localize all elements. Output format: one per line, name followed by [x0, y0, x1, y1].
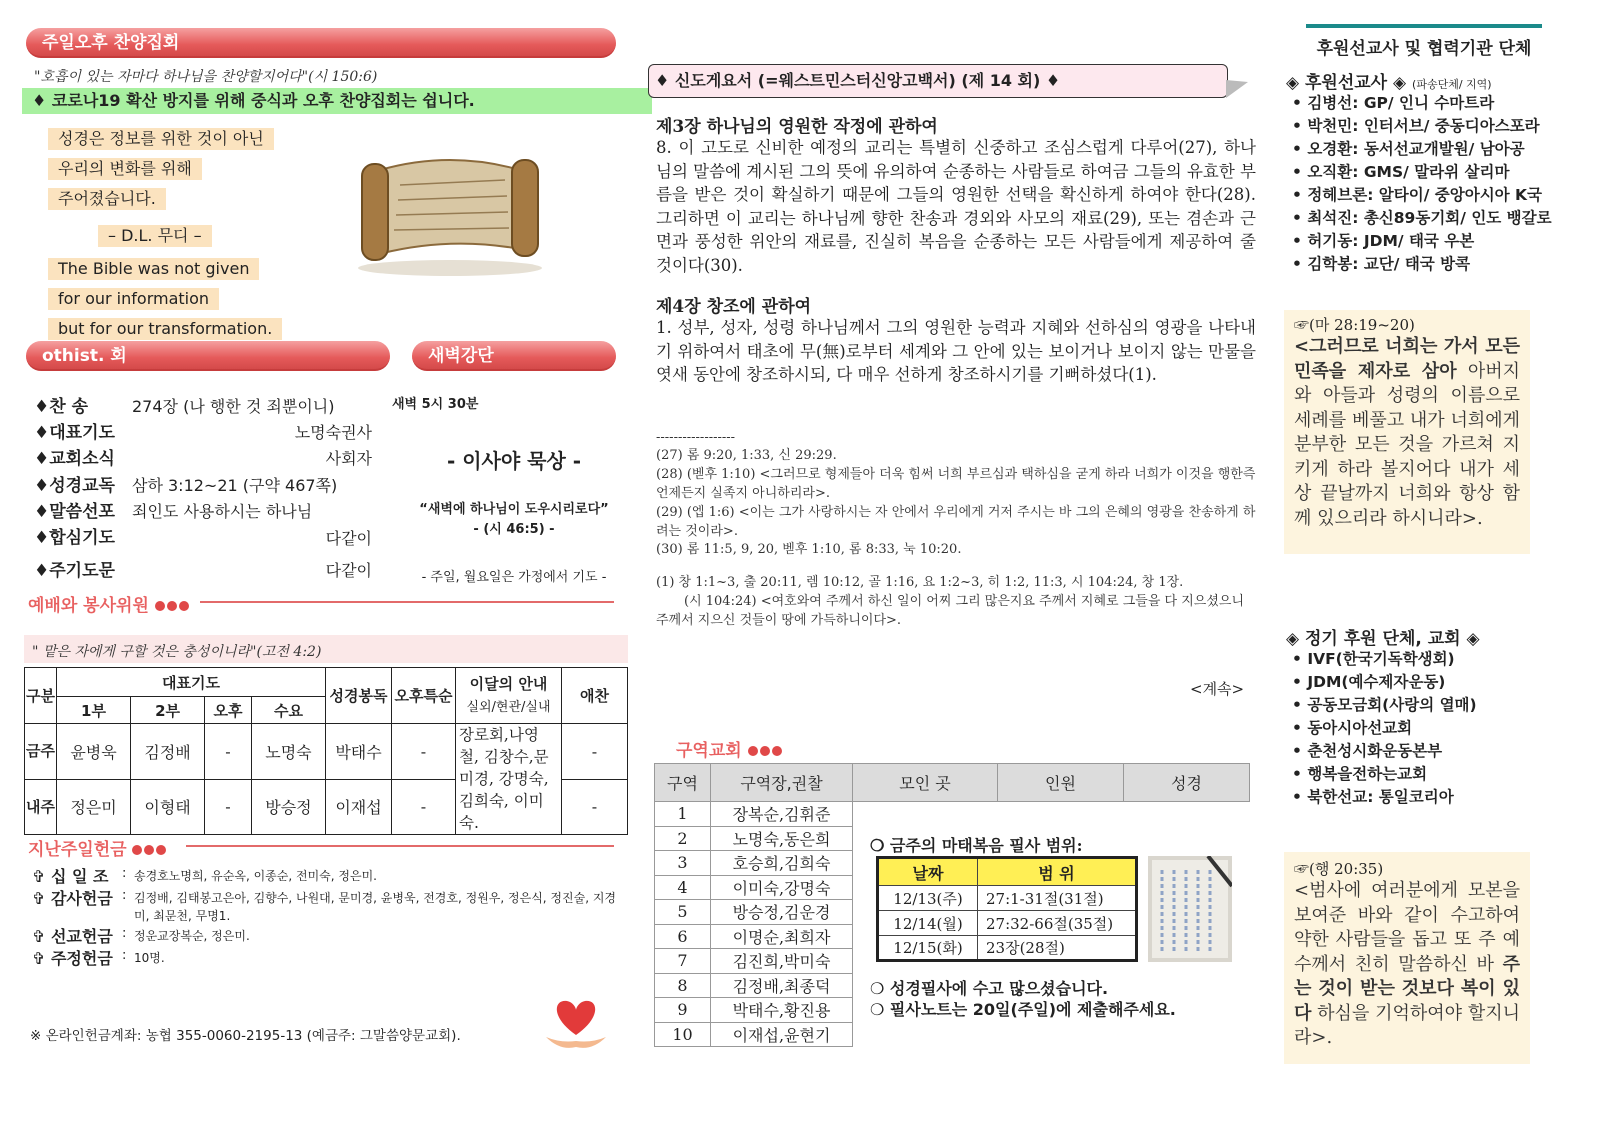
table-row: 1 장복순,김휘준 [655, 802, 1250, 827]
moody-en-2: for our information [48, 288, 219, 310]
list-item: • 오직환: GMS/ 말라위 살리마 [1292, 163, 1510, 181]
missionary-list [1292, 92, 1552, 276]
order-right-prayer: 노명숙권사 [294, 423, 372, 442]
order-label-sermon: ♦말씀선포 [34, 502, 115, 522]
guide-names: 장로회,나영철, 김창수,문미경, 강명숙,김희숙, 이미숙. [456, 724, 562, 835]
table-row: 12/14(월) 27:32-66절(35절) [878, 911, 1137, 936]
right-header-bar [1306, 24, 1542, 28]
right-header: 후원선교사 및 협력기관 단체 [1316, 39, 1532, 59]
table-row: 8 김정배,최종덕 [655, 973, 1250, 998]
list-item: • 김병선: GP/ 인니 수마트라 [1292, 94, 1495, 112]
order-right-unison: 다같이 [325, 529, 372, 548]
copy-range-table: 날짜 범 위 12/13(주) 27:1-31절(31절) 12/14(월) 27:32-66절(35절) 12/15(화) 23장(28절) [876, 856, 1138, 962]
dawn-time: 새벽 5시 30분 [392, 397, 479, 412]
table-row: 6 이명순,최희자 [655, 924, 1250, 949]
offering-label-thanks: ✞ 감사헌금 [32, 889, 113, 908]
moody-en-1: The Bible was not given [48, 258, 259, 280]
moody-line-3: 주어졌습니다. [48, 188, 166, 210]
order-value-hymn: 274장 (나 행한 것 죄뿐이니) [132, 397, 335, 416]
footnote-28: (28) (벧후 1:10) <그러므로 형제들아 더욱 힘써 너희 부르심과 택하심을 굳게 하라 너희가 이것을 행한즉 언제든지 실족지 아니하리라>. [656, 467, 1256, 501]
footnote-1: (1) 창 1:1~3, 출 20:11, 렘 10:12, 골 1:16, 요 1:2~3, 히 1:2, 11:3, 시 104:24, 창 1장. [656, 575, 1184, 590]
colon-3: : [122, 926, 127, 941]
table-row: 3 호승희,김희숙 [655, 851, 1250, 876]
verse-box-1: ☞(마 28:19~20) <그러므로 너희는 가서 모든 민족을 제자로 삼아 아버지와 아들과 성령의 이름으로 세례를 베풀고 내가 너희에게 분부한 모든 것을 가르쳐 지키게 하라 볼지어다 내가 세상 끝날까지 너희와 항상 함께 있으리라 하시니라>. [1284, 310, 1530, 554]
offering-label-mission: ✞ 선교헌금 [32, 927, 113, 946]
confession-title: ♦ 신도게요서 (=웨스트민스터신앙고백서) (제 14 회) ♦ [648, 64, 1228, 98]
th-afternoon: 오후특순 [392, 668, 456, 724]
list-item: • 오경환: 동서선교개발원/ 남아공 [1292, 140, 1525, 158]
order-label-hymn: ♦찬 송 [34, 397, 89, 417]
org-list [1292, 648, 1477, 809]
moody-line-1: 성경은 정보를 위한 것이 아닌 [48, 128, 274, 150]
service-table [24, 667, 628, 835]
order-label-lords-prayer: ♦주기도문 [34, 561, 115, 581]
colon-4: : [122, 948, 127, 963]
th-sub-4: 수요 [251, 697, 325, 724]
offering-names-thanks: 김정배, 김태봉고은아, 김향수, 나원대, 문미경, 윤병욱, 전경호, 정원우, 정은식, 정진술, 지경미, 최문천, 무명1. [134, 891, 617, 923]
order-value-reading: 삼하 3:12~21 (구약 467쪽) [132, 476, 338, 495]
footnote-29: (29) (엡 1:6) <이는 그가 사랑하시는 자 안에서 우리에게 거저 주시는 바 그의 은혜의 영광을 찬송하게 하려는 것이라>. [656, 505, 1256, 539]
section-header-dawn: 새벽강단 [412, 341, 616, 371]
covid-notice: ♦ 코로나19 확산 방지를 위해 중식과 오후 찬양집회는 쉽니다. [22, 88, 652, 114]
dawn-note: - 주일, 월요일은 가정에서 기도 - [421, 570, 607, 585]
org-title: ◈ 정기 후원 단체, 교회 ◈ [1286, 629, 1480, 649]
order-value-sermon: 죄인도 사용하시는 하나님 [132, 502, 313, 521]
th-gubun: 구분 [25, 668, 57, 724]
th-sub-2: 2부 [131, 697, 205, 724]
dawn-verse: “새벽에 하나님이 도우시리로다” [419, 502, 609, 517]
list-item: • 북한선교: 통일코리아 [1292, 788, 1454, 806]
section-header-afternoon-praise: 주일오후 찬양집회 [26, 28, 616, 58]
list-item: • 춘천성시화운동본부 [1292, 742, 1443, 760]
continued-label: <계속> [1190, 680, 1245, 698]
order-label-reading: ♦성경교독 [34, 476, 115, 496]
th-sub-1: 1부 [57, 697, 131, 724]
order-label-news: ♦교회소식 [34, 449, 115, 469]
footnote-rule: ------------------ [656, 430, 736, 445]
verse-box-2: ☞(행 20:35) <범사에 여러분에게 모본을 보여준 바와 같이 수고하여 약한 사람들을 돕고 또 주 예수께서 친히 말씀하신 바 주는 것이 받는 것보다 복이 있다 하심을 기억하여야 할지니라>. [1284, 852, 1530, 1064]
parish-title: 구역교회 [676, 736, 784, 761]
list-item: • IVF(한국기독학생회) [1292, 650, 1455, 668]
service-quote: " 맡은 자에게 구할 것은 충성이니라"(고전 4:2) [24, 635, 628, 663]
moody-line-2: 우리의 변화를 위해 [48, 158, 202, 180]
dawn-verse-ref: - (시 46:5) - [473, 522, 555, 537]
list-item: • 정헤브론: 알타이/ 중앙아시아 K국 [1292, 186, 1543, 204]
list-item: • 최석진: 총신89동기회/ 인도 뱅갈로 [1292, 209, 1552, 227]
footnote-30: (30) 롬 11:5, 9, 20, 벧후 1:10, 롬 8:33, 눅 10:20. [656, 542, 962, 557]
service-divider [200, 601, 614, 603]
th-prayer: 대표기도 [57, 668, 326, 697]
table-row: 12/13(주) 27:1-31절(31절) [878, 886, 1137, 911]
offering-label-tithe: ✞ 십 일 조 [32, 867, 109, 886]
dawn-title: - 이사야 묵상 - [446, 449, 582, 473]
table-row: 10 이재섭,윤현기 [655, 1022, 1250, 1047]
table-row: 7 김진희,박미숙 [655, 949, 1250, 974]
offering-label-weekly: ✞ 주정헌금 [32, 949, 113, 968]
list-item: • 동아시아선교회 [1292, 719, 1413, 737]
footnote-1b: (시 104:24) <여호와여 주께서 하신 일이 어찌 그리 많은지요 주께서 지혜로 그들을 다 지으셨으니 주께서 지으신 것들이 땅에 가득하니이다>. [656, 594, 1245, 628]
list-item: • JDM(예수제자운동) [1292, 673, 1446, 691]
chapter4-title: 제4장 창조에 관하여 [656, 297, 812, 317]
list-item: • 공동모금회(사랑의 열매) [1292, 696, 1477, 714]
th-choir: 애찬 [562, 668, 628, 724]
parish-table: 구역 구역장,권찰 모인 곳 인원 성경 1 장복순,김휘준 2 노명숙,동은희 3 호승희,김희숙 4 이미숙,강명숙 5 방승정,김운경 6 이명순,최희자 7 김진희,박미숙 8 김정배,최종덕 9 박태수,황진용 10 이재섭,윤현기 [654, 763, 1250, 1047]
offering-names-weekly: 10명. [134, 951, 165, 965]
table-row: 내주 정은미 이형태 - 방승정 이재섭 - - [25, 779, 628, 835]
order-right-news: 사회자 [325, 449, 372, 468]
colon-2: : [122, 888, 127, 903]
offering-names-mission: 정운교장복순, 정은미. [134, 929, 250, 943]
th-sub-3: 오후 [205, 697, 252, 724]
order-label-unison: ♦합심기도 [34, 528, 115, 548]
offering-names-tithe: 송경호노명희, 유순옥, 이종순, 전미숙, 정은미. [134, 869, 377, 883]
praise-quote: "호흡이 있는 자마다 하나님을 찬양할지어다"(시 150:6) [34, 69, 378, 85]
copy-note-1: ❍ 성경필사에 수고 많으셨습니다. [870, 979, 1109, 998]
footnote-27: (27) 롬 9:20, 1:33, 신 29:29. [656, 448, 837, 463]
table-row: 2 노명숙,동은희 [655, 826, 1250, 851]
colon-1: : [122, 866, 127, 881]
list-item: • 박천민: 인터서브/ 중동디아스포라 [1292, 117, 1540, 135]
chapter3-body: 8. 이 고도로 신비한 예정의 교리는 특별히 신중하고 조심스럽게 다루어(27), 하나님의 말씀에 계시된 그의 뜻에 유의하여 순종하는 사람들로 하여금 그들의 유효한 부름을 받은 것이 확실하기 때문에 그들의 영원한 선택을 확신하게 하여야 한다(28). 그리하면 이 교리는 하나님께 향한 찬송과 경외와 사모의 재료(29), 또는 겸손과 근면과 풍성한 위안의 재료를, 진실히 복음을 순종하는 모든 사람들에게 제공하여 줄 것이다(30). [656, 138, 1256, 275]
list-item: • 행복을전하는교회 [1292, 765, 1428, 783]
service-title: 예배와 봉사위원 [28, 591, 191, 616]
list-item: • 허기동: JDM/ 태국 우본 [1292, 232, 1475, 250]
offering-title: 지난주일헌금 [28, 835, 168, 860]
list-item: • 김학봉: 교단/ 태국 방콕 [1292, 255, 1471, 273]
order-right-lords-prayer: 다같이 [325, 561, 372, 580]
chapter4-body: 1. 성부, 성자, 성령 하나님께서 그의 영원한 능력과 지혜와 선하심의 영광을 나타내기 위하여서 태초에 무(無)로부터 세계와 그 안에 있는 보이거나 보이지 않는 만물을 엿새 동안에 창조하시되, 다 매우 선하게 창조하시기를 기뻐하셨다(1). [656, 318, 1256, 384]
table-row: 9 박태수,황진용 [655, 998, 1250, 1023]
table-row: 4 이미숙,강명숙 [655, 875, 1250, 900]
moody-en-3: but for our transformation. [48, 318, 282, 340]
copy-note-2: ❍ 필사노트는 20일(주일)에 제출해주세요. [870, 1000, 1176, 1019]
online-account: ※ 온라인헌금계좌: 농협 355-0060-2195-13 (예금주: 그말씀양문교회). [30, 1028, 461, 1044]
th-reading: 성경봉독 [326, 668, 392, 724]
moody-author: – D.L. 무디 – [98, 225, 212, 247]
table-row: 12/15(화) 23장(28절) [878, 936, 1137, 961]
chapter3-title: 제3장 하나님의 영원한 작정에 관하여 [656, 117, 938, 137]
title-arrow-icon [1226, 80, 1248, 98]
table-row: 금주 윤병욱 김정배 - 노명숙 박태수 - 장로회,나영철, 김창수,문미경, 강명숙,김희숙, 이미숙. - [25, 724, 628, 780]
scroll-image [350, 140, 550, 280]
th-guide: 이달의 안내 실외/현관/실내 [456, 668, 562, 724]
section-header-evening: othist. 회 [26, 341, 390, 371]
order-label-prayer: ♦대표기도 [34, 423, 115, 443]
offering-divider [186, 845, 614, 847]
heart-hands-icon [540, 995, 612, 1055]
table-row: 5 방승정,김운경 [655, 900, 1250, 925]
copy-title: ❍ 금주의 마태복음 필사 범위: [870, 836, 1083, 855]
handwriting-photo [1148, 856, 1232, 962]
missionary-title: ◈ 후원선교사 ◈ (파송단체/ 지역) [1286, 73, 1492, 93]
